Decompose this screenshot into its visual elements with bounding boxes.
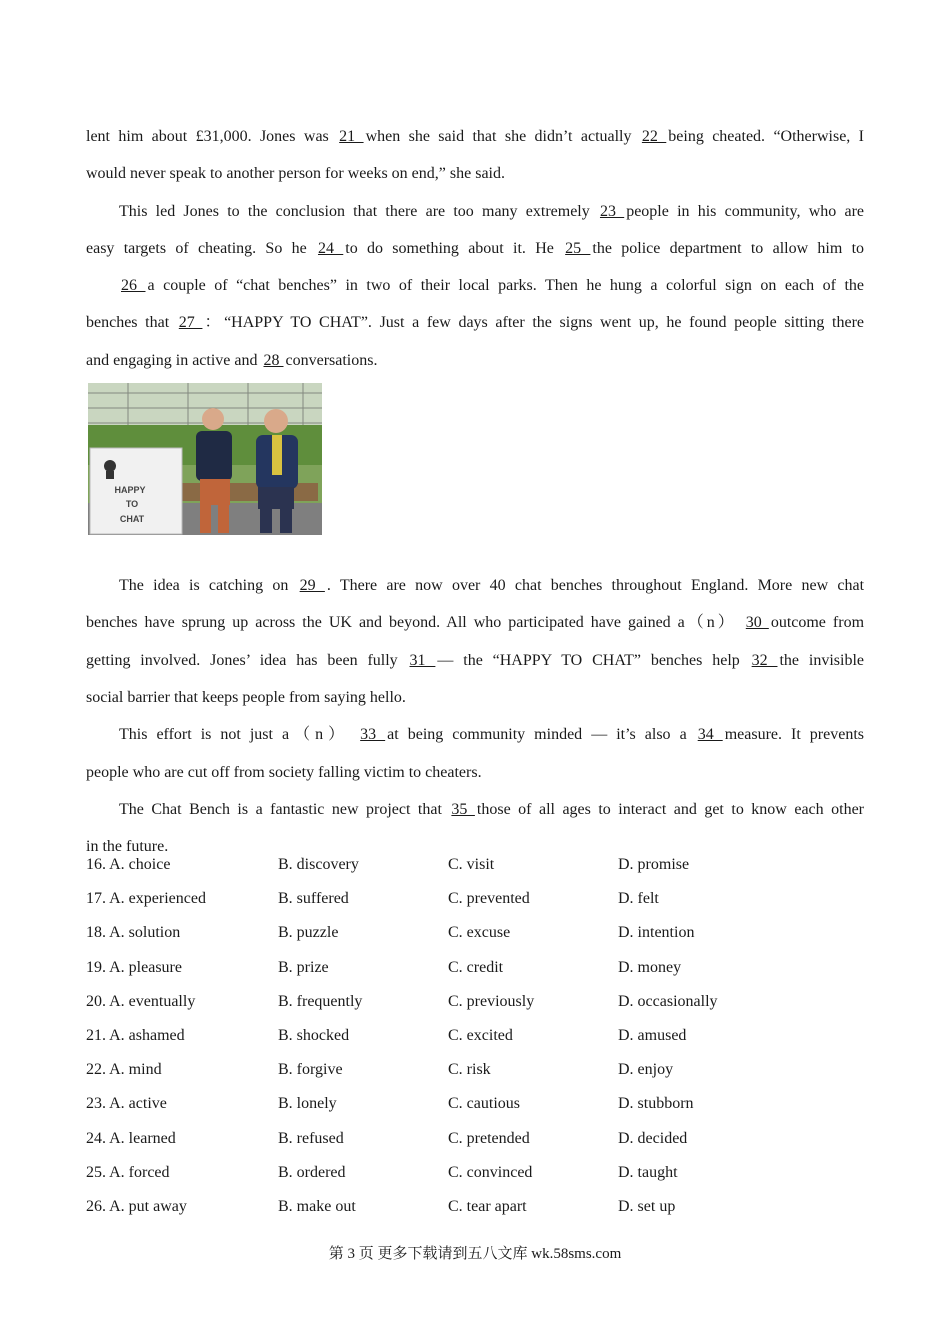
- blank-26: 26: [121, 277, 146, 295]
- photo-container: [88, 383, 864, 563]
- blank-31: 31: [409, 651, 436, 669]
- passage-line: easy targets of cheating. So he 24 to do something about it. He 25 the police department to allow him to: [86, 239, 865, 257]
- blank-22: 22: [641, 128, 667, 145]
- option-row: [86, 1122, 864, 1156]
- chat-bench-photo: [88, 383, 322, 535]
- option-c: C. excited: [448, 1026, 513, 1044]
- page-footer: 第 3 页 更多下载请到五八文库 wk.58sms.com: [328, 1246, 622, 1262]
- option-d: D. money: [618, 958, 682, 976]
- option-a: 17. A. experienced: [86, 890, 206, 908]
- option-b: B. puzzle: [278, 924, 339, 942]
- option-b: B. suffered: [278, 890, 349, 908]
- sign-text-line-2: TO: [125, 499, 139, 510]
- option-b: B. frequently: [278, 992, 363, 1010]
- option-c: C. cautious: [448, 1095, 520, 1113]
- passage-line: 26 a couple of “chat benches” in two of their local parks. Then he hung a colorful sign on each of the: [121, 277, 865, 295]
- passage-line: people who are cut off from society falling victim to cheaters.: [86, 763, 482, 781]
- option-d: D. occasionally: [618, 992, 718, 1010]
- option-a: 16. A. choice: [86, 856, 171, 873]
- sign-text-line-1: HAPPY: [114, 485, 146, 496]
- option-a: 18. A. solution: [86, 924, 181, 942]
- passage-line: lent him about £31,000. Jones was 21 when she said that she didn’t actually 22 being cheated. “Otherwise, I: [86, 128, 865, 145]
- option-d: D. promise: [618, 856, 690, 873]
- passage-line: benches that 27 ：“HAPPY TO CHAT”. Just a few days after the signs went up, he found people sitting there: [86, 314, 865, 332]
- option-c: C. previously: [448, 992, 535, 1010]
- option-b: B. ordered: [278, 1163, 346, 1181]
- option-c: C. prevented: [448, 890, 530, 908]
- passage: [86, 118, 864, 865]
- blank-24: 24: [317, 239, 344, 257]
- option-c: C. risk: [448, 1061, 491, 1079]
- option-c: C. convinced: [448, 1163, 533, 1181]
- option-d: D. stubborn: [618, 1095, 694, 1113]
- blank-29: 29: [299, 577, 325, 595]
- option-a: 21. A. ashamed: [86, 1026, 185, 1044]
- option-row: [86, 1019, 864, 1053]
- option-d: D. decided: [618, 1129, 688, 1147]
- option-row: [86, 985, 864, 1019]
- option-b: B. lonely: [278, 1095, 337, 1113]
- option-row: [86, 1190, 864, 1224]
- option-c: C. excuse: [448, 924, 511, 942]
- blank-23: 23: [599, 202, 625, 220]
- option-row: [86, 1053, 864, 1087]
- option-a: 23. A. active: [86, 1095, 167, 1113]
- passage-line: would never speak to another person for weeks on end,” she said.: [86, 165, 505, 183]
- option-c: C. credit: [448, 958, 504, 976]
- passage-line: benches have sprung up across the UK and beyond. All who participated have gained a（n） 30 outcome from: [86, 614, 865, 632]
- option-c: C. tear apart: [448, 1197, 527, 1215]
- passage-line: getting involved. Jones’ idea has been fully 31 — the “HAPPY TO CHAT” benches help 32 the invisible: [86, 651, 864, 669]
- option-c: C. visit: [448, 856, 495, 873]
- option-b: B. refused: [278, 1129, 344, 1147]
- answer-options: [86, 848, 864, 1224]
- blank-30: 30: [745, 614, 769, 632]
- option-a: 20. A. eventually: [86, 992, 196, 1010]
- option-a: 26. A. put away: [86, 1197, 187, 1215]
- option-row: [86, 848, 864, 882]
- option-d: D. set up: [618, 1197, 676, 1215]
- option-b: B. shocked: [278, 1026, 350, 1044]
- option-b: B. discovery: [278, 856, 359, 873]
- blank-21: 21: [339, 128, 364, 145]
- option-d: D. intention: [618, 924, 695, 942]
- option-a: 24. A. learned: [86, 1129, 176, 1147]
- option-a: 22. A. mind: [86, 1061, 162, 1079]
- option-b: B. prize: [278, 958, 329, 976]
- option-a: 25. A. forced: [86, 1163, 170, 1181]
- blank-25: 25: [565, 239, 591, 257]
- passage-line: The Chat Bench is a fantastic new project that 35 those of all ages to interact and get to know each other: [119, 800, 865, 818]
- blank-35: 35: [451, 800, 475, 818]
- blank-34: 34: [697, 726, 723, 744]
- option-a: 19. A. pleasure: [86, 958, 182, 976]
- option-d: D. amused: [618, 1026, 687, 1044]
- option-d: D. enjoy: [618, 1061, 674, 1079]
- option-d: D. felt: [618, 890, 659, 908]
- blank-33: 33: [360, 726, 386, 744]
- passage-line: and engaging in active and 28 conversations.: [86, 351, 378, 369]
- option-row: [86, 882, 864, 916]
- passage-line: in the future.: [86, 838, 169, 856]
- passage-line: The idea is catching on 29 . There are now over 40 chat benches throughout England. More new chat: [119, 577, 865, 595]
- option-row: [86, 1087, 864, 1121]
- option-b: B. forgive: [278, 1061, 343, 1079]
- option-c: C. pretended: [448, 1129, 530, 1147]
- option-row: [86, 1156, 864, 1190]
- passage-line: This effort is not just a（n） 33 at being community minded — it’s also a 34 measure. It prevents: [119, 726, 865, 744]
- option-d: D. taught: [618, 1163, 678, 1181]
- option-b: B. make out: [278, 1197, 356, 1215]
- option-row: [86, 916, 864, 950]
- sign-text-line-3: CHAT: [119, 514, 145, 525]
- option-row: [86, 951, 864, 985]
- passage-line: This led Jones to the conclusion that there are too many extremely 23 people in his community, who are: [119, 202, 865, 220]
- passage-line: social barrier that keeps people from saying hello.: [86, 688, 406, 706]
- blank-32: 32: [751, 651, 778, 669]
- blank-27: 27: [178, 314, 203, 332]
- blank-28: 28: [263, 351, 284, 369]
